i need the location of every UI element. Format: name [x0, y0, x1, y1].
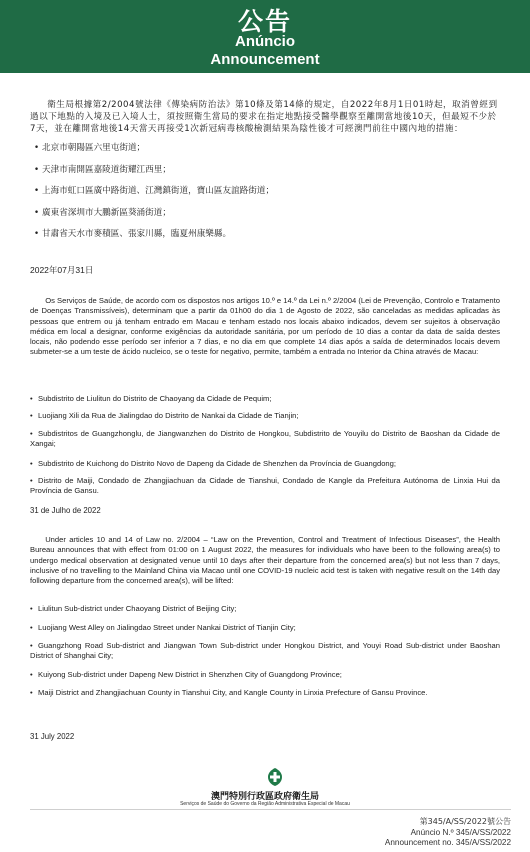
reference-en: Announcement no. 345/A/SS/2022: [384, 838, 511, 847]
portuguese-list-2: [30, 411, 500, 421]
chinese-list: [30, 138, 500, 246]
english-paragraph: Under articles 10 and 14 of Law no. 2/2004 – “Law on the Prevention, Control and Treatment of Infectious Diseases”, the Health Bureau announces that with effect from 01:00 on 1 August 2022, the measures for individuals who have been to the following area(s) to undergo medical observation at designated venue until 10 days after their departure from the concerned area(s) but not less than 7 days, inclusive of no travelling to the Mainland China via Macao until one COVID-19 nucleic acid test is taken with negative result on the 14th day following departure from the concerned area(s), will be lifted:: [30, 535, 500, 586]
list-item: • Liulitun Sub-district under Chaoyang District of Beijing City;: [30, 604, 237, 613]
list-item: • 北京市朝陽區六里屯街道；: [34, 143, 146, 153]
portuguese-list-4: [30, 459, 500, 469]
organization-name-pt: Serviços de Saúde do Governo da Região Administrativa Especial de Macau: [180, 801, 350, 807]
chinese-section: [30, 99, 500, 246]
portuguese-list-3: [30, 429, 500, 450]
list-item: • 廣東省深圳市大鵬新區葵涌街道；: [34, 207, 171, 218]
english-list-3: [30, 641, 500, 662]
list-item: • Guangzhong Road Sub-district and Jiangwan Town Sub-district under Hongkou District, and Youyi Road Sub-district under Baoshan District of Shanghai City;: [30, 641, 500, 661]
list-item: • Luojiang Xili da Rua de Jialingdao do Distrito de Nankai da Cidade de Tianjin;: [30, 411, 299, 420]
english-list-4: [30, 670, 500, 680]
english-list-2: [30, 623, 500, 633]
list-item: • 天津市南開區嘉陵道街耀江西里；: [34, 164, 171, 175]
english-section: [30, 535, 500, 586]
portuguese-section: [30, 296, 500, 358]
reference-pt: Anúncio N.º 345/A/SS/2022: [410, 828, 511, 837]
health-bureau-logo-icon: [266, 767, 284, 787]
portuguese-list: [30, 394, 500, 404]
organization-name-zh: 澳門特別行政區政府衛生局: [210, 792, 319, 802]
title-zh: 公告: [237, 7, 292, 36]
portuguese-list-5: [30, 476, 500, 497]
list-item: • Maiji District and Zhangjiachuan County in Tianshui City, and Kangle County in Linxia Prefecture of Gansu Province.: [30, 688, 428, 697]
english-list-5: [30, 688, 500, 698]
list-item: • 甘肅省天水市麥積區、張家川縣，臨夏州康樂縣。: [34, 229, 232, 239]
title-en: Announcement: [210, 51, 320, 68]
list-item: • Kuiyong Sub-district under Dapeng New District in Shenzhen City of Guangdong Province;: [30, 670, 342, 679]
english-list-1: [30, 604, 500, 614]
english-date: 31 July 2022: [30, 732, 75, 741]
divider: [30, 809, 511, 810]
chinese-date: 2022年07月31日: [30, 265, 94, 275]
list-item: • Subdistritos de Guangzhonglu, de Jiangwanzhen do Distrito de Hongkou, Subdistrito de Youyilu do Distrito de Baoshan da Cidade de Xangai;: [30, 429, 500, 449]
list-item: • 上海市虹口區廣中路街道、江灣鎮街道，寶山區友誼路街道；: [34, 186, 275, 196]
list-item: • Subdistrito de Liulitun do Distrito de Chaoyang da Cidade de Pequim;: [30, 394, 272, 403]
portuguese-paragraph: Os Serviços de Saúde, de acordo com os dispostos nos artigos 10.º e 14.º da Lei n.º 2/2004 (Lei de Prevenção, Controlo e Tratamento de Doenças Transmissíveis), determinam que a partir da 01h00 do dia 1 de Agosto de 2022, são canceladas as medidas aplicadas às pessoas que entrem ou já tenham entrado em Macau e tenham estado nos locais abaixo indicados, devem ser sujeitos à observação médica em local a designar, conforme exigências da autoridade sanitária, por um período de 10 dias a contar da data de saída destes locais, não podendo esse período ser inferior a 7 dias, e no dia em que complete 14 dias após a saída de determinados locais devem submeter-se a um teste de ácido nucleico, se o teste for negativo, permite, também a entrada no Interior da China através de Macau:: [30, 296, 500, 357]
portuguese-date: 31 de Julho de 2022: [30, 506, 101, 515]
list-item: • Distrito de Maiji, Condado de Zhangjiachuan da Cidade de Tianshui, Condado de Kangle da Prefeitura Autónoma de Linxia Hui da Província de Gansu.: [30, 476, 500, 496]
reference-zh: 第345/A/SS/2022號公告: [419, 817, 511, 826]
list-item: • Luojiang West Alley on Jialingdao Street under Nankai District of Tianjin City;: [30, 623, 296, 632]
header-banner: [0, 0, 530, 73]
chinese-paragraph: 衛生局根據第2/2004號法律《傳染病防治法》第10條及第14條的規定，自2022年8月1日01時起，取消曾經到過以下地點的入境及已入境人士，須按照衛生當局的要求在指定地點接受醫學觀察至離開當地後10天，但最短不少於7天，並在離開當地後14天當天再接受1次新冠病毒核酸檢測結果為陰性後才可經澳門前往中國內地的措施：: [30, 100, 498, 134]
title-pt: Anúncio: [235, 33, 295, 50]
list-item: • Subdistrito de Kuichong do Distrito Novo de Dapeng da Cidade de Shenzhen da Província de Guangdong;: [30, 459, 396, 468]
